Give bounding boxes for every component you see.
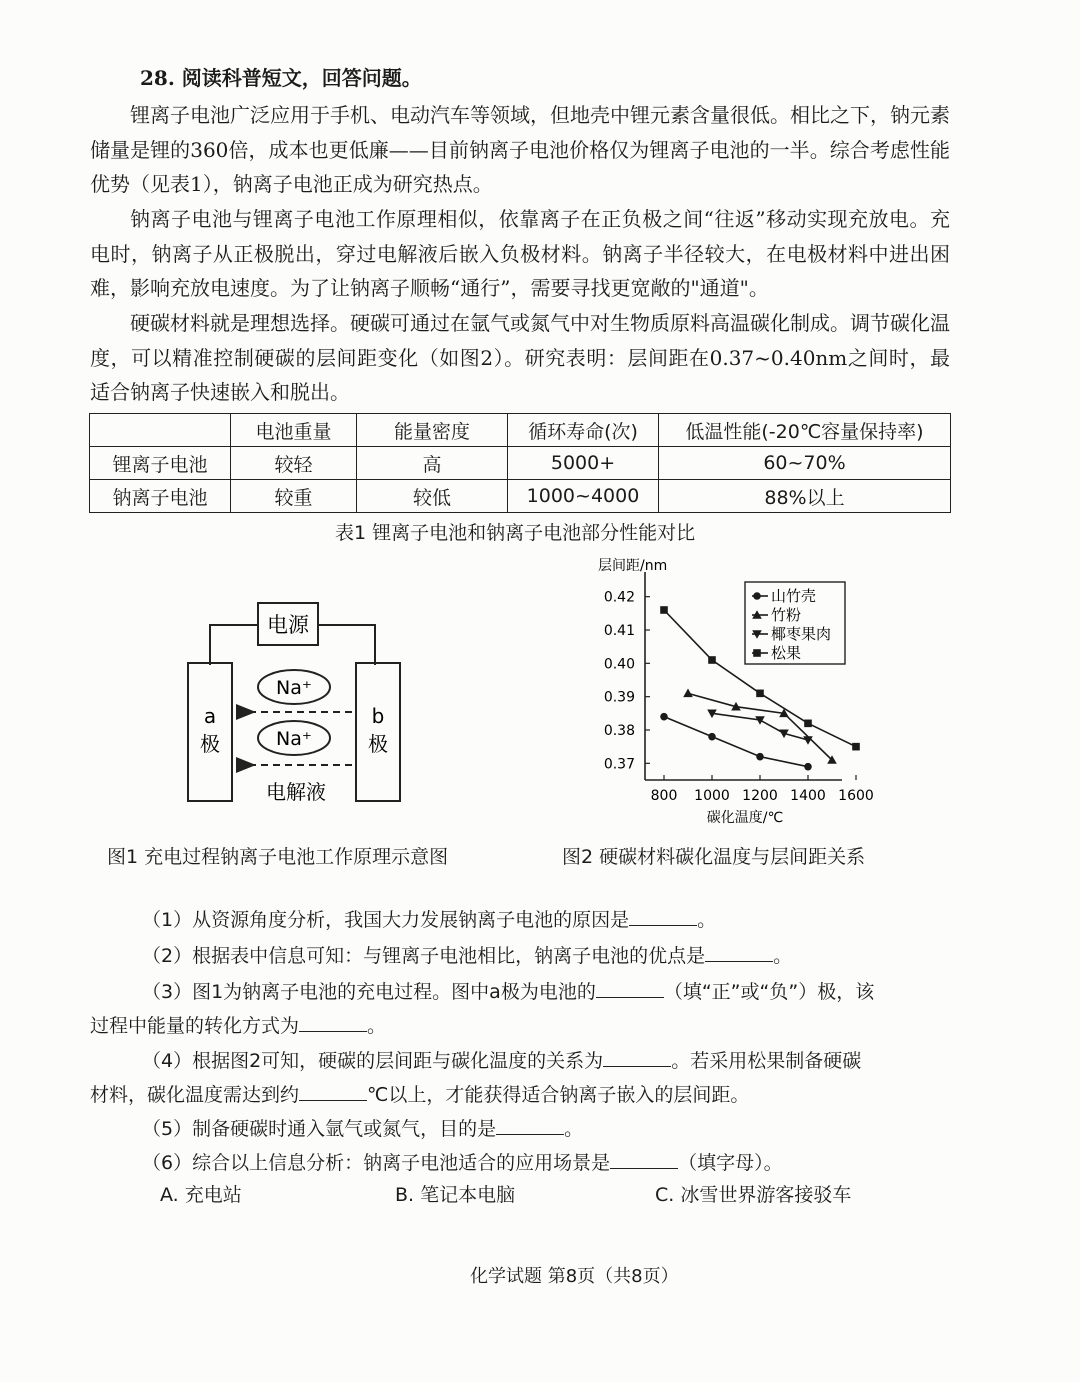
option-a[interactable]: A. 充电站 xyxy=(160,1184,242,1206)
question-text: 。若采用松果制备硬碳 xyxy=(671,1050,862,1072)
question-4-continued xyxy=(90,1080,749,1107)
data-point xyxy=(660,713,668,721)
performance-table xyxy=(89,413,951,513)
figure-1-diagram xyxy=(180,595,410,810)
table-header-row xyxy=(90,414,951,447)
question-text: 材料，碳化温度需达到约 xyxy=(90,1084,300,1106)
answer-blank[interactable] xyxy=(603,1048,671,1067)
table-cell: 较重 xyxy=(231,480,357,513)
x-tick-label: 800 xyxy=(650,788,678,804)
question-text: ℃以上，才能获得适合钠离子嵌入的层间距。 xyxy=(367,1084,750,1106)
legend-label: 松果 xyxy=(771,644,802,662)
data-point xyxy=(708,733,716,741)
question-2 xyxy=(142,941,792,968)
table-cell: 较低 xyxy=(357,480,508,513)
x-tick-label: 1000 xyxy=(694,788,730,804)
question-text: 。 xyxy=(697,909,717,931)
electrode-a-label: 极 xyxy=(200,732,220,756)
answer-blank[interactable] xyxy=(299,1082,367,1101)
table-cell: 低温性能(-20℃容量保持率) xyxy=(659,414,951,447)
table-cell: 60~70% xyxy=(659,447,951,480)
question-6 xyxy=(142,1148,783,1175)
question-text: 。 xyxy=(773,945,793,967)
table-cell: 电池重量 xyxy=(231,414,357,447)
question-text: （1）从资源角度分析，我国大力发展钠离子电池的原因是 xyxy=(142,909,630,931)
table-row xyxy=(90,480,951,513)
data-point xyxy=(683,689,693,698)
answer-blank[interactable] xyxy=(610,1150,678,1169)
data-point xyxy=(804,720,812,728)
table-cell: 88%以上 xyxy=(659,480,951,513)
question-text: （6）综合以上信息分析：钠离子电池适合的应用场景是 xyxy=(142,1152,611,1174)
y-tick-label: 0.40 xyxy=(603,656,635,673)
y-axis-label: 层间距/nm xyxy=(598,558,668,574)
table-cell: 能量密度 xyxy=(357,414,508,447)
table-cell: 循环寿命(次) xyxy=(508,414,659,447)
data-point xyxy=(852,743,860,751)
figure-2-caption: 图2 硬碳材料碳化温度与层间距关系 xyxy=(562,846,866,868)
table-cell: 5000+ xyxy=(508,447,659,480)
question-text: （填“正”或“负”）极，该 xyxy=(663,981,875,1003)
x-axis-label: 碳化温度/℃ xyxy=(706,810,784,826)
legend-label: 山竹壳 xyxy=(771,587,817,605)
data-point xyxy=(756,753,764,761)
question-text: （2）根据表中信息可知：与锂离子电池相比，钠离子电池的优点是 xyxy=(142,945,706,967)
question-4 xyxy=(142,1046,861,1073)
electrode-a-letter: a xyxy=(203,704,217,728)
series-line xyxy=(664,717,808,767)
legend-label: 竹粉 xyxy=(771,606,802,624)
data-point xyxy=(756,690,764,698)
paragraph-2: 钠离子电池与锂离子电池工作原理相似，依靠离子在正负极之间“往返”移动实现充放电。充电时，钠离子从正极脱出，穿过电解液后嵌入负极材料。钠离子半径较大，在电极材料中进出困难，影响充放电速度。为了让钠离子顺畅“通行”，需要寻找更宽敞的"通道"。 xyxy=(90,207,950,300)
y-tick-label: 0.37 xyxy=(603,756,635,773)
x-tick-label: 1400 xyxy=(790,788,826,804)
table-cell: 1000~4000 xyxy=(508,480,659,513)
answer-blank[interactable] xyxy=(496,1116,564,1135)
paragraph-3: 硬碳材料就是理想选择。硬碳可通过在氩气或氮气中对生物质原料高温碳化制成。调节碳化温度，可以精准控制硬碳的层间距变化（如图2）。研究表明：层间距在0.37~0.40nm之间时，最适合钠离子快速嵌入和脱出。 xyxy=(90,311,950,404)
legend-label: 椰枣果肉 xyxy=(771,625,832,643)
table-cell: 较轻 xyxy=(231,447,357,480)
paragraph-1: 锂离子电池广泛应用于手机、电动汽车等领域，但地壳中锂元素含量很低。相比之下，钠元素储量是锂的360倍，成本也更低廉——目前钠离子电池价格仅为锂离子电池的一半。综合考虑性能优势（见表1），钠离子电池正成为研究热点。 xyxy=(90,103,950,196)
electrolyte-label: 电解液 xyxy=(266,780,326,804)
x-tick-label: 1600 xyxy=(838,788,874,804)
option-b[interactable]: B. 笔记本电脑 xyxy=(395,1184,516,1206)
question-text: （3）图1为钠离子电池的充电过程。图中a极为电池的 xyxy=(142,981,596,1003)
table-caption: 表1 锂离子电池和钠离子电池部分性能对比 xyxy=(335,522,696,544)
data-point xyxy=(708,656,716,664)
figure-2-chart xyxy=(580,552,880,837)
figure-1-caption: 图1 充电过程钠离子电池工作原理示意图 xyxy=(107,846,449,868)
table-cell xyxy=(90,414,231,447)
question-title: 28. 阅读科普短文，回答问题。 xyxy=(140,66,422,90)
question-text: 过程中能量的转化方式为 xyxy=(90,1015,300,1037)
y-tick-label: 0.38 xyxy=(603,723,635,739)
y-tick-label: 0.41 xyxy=(603,623,635,639)
question-text: （4）根据图2可知，硬碳的层间距与碳化温度的关系为 xyxy=(142,1050,604,1072)
x-tick-label: 1200 xyxy=(742,788,778,804)
question-3-continued xyxy=(90,1011,386,1038)
answer-blank[interactable] xyxy=(629,907,697,926)
y-tick-label: 0.39 xyxy=(603,689,635,706)
electrode-b-letter: b xyxy=(371,704,385,728)
data-point xyxy=(753,592,761,600)
question-text: 。 xyxy=(367,1015,387,1037)
power-label: 电源 xyxy=(267,613,309,637)
question-3 xyxy=(142,977,874,1004)
question-text: （5）制备硬碳时通入氩气或氮气，目的是 xyxy=(142,1118,497,1140)
table-row xyxy=(90,447,951,480)
data-point xyxy=(660,606,668,614)
data-point xyxy=(804,763,812,771)
page-footer: 化学试题 第8页（共8页） xyxy=(470,1266,679,1287)
answer-blank[interactable] xyxy=(299,1013,367,1032)
electrode-b-label: 极 xyxy=(368,732,388,756)
table-cell: 锂离子电池 xyxy=(90,447,231,480)
question-1 xyxy=(142,905,716,932)
na-ion-2-label: Na⁺ xyxy=(276,728,312,750)
data-point xyxy=(753,649,761,657)
question-text: 。 xyxy=(564,1118,584,1140)
table-cell: 钠离子电池 xyxy=(90,480,231,513)
y-tick-label: 0.42 xyxy=(603,589,635,606)
table-cell: 高 xyxy=(357,447,508,480)
answer-blank[interactable] xyxy=(596,979,664,998)
answer-blank[interactable] xyxy=(705,943,773,962)
question-5 xyxy=(142,1114,583,1141)
option-c[interactable]: C. 冰雪世界游客接驳车 xyxy=(655,1184,852,1206)
question-text: （填字母）。 xyxy=(678,1152,783,1174)
na-ion-1-label: Na⁺ xyxy=(276,677,312,699)
data-point xyxy=(755,716,765,725)
